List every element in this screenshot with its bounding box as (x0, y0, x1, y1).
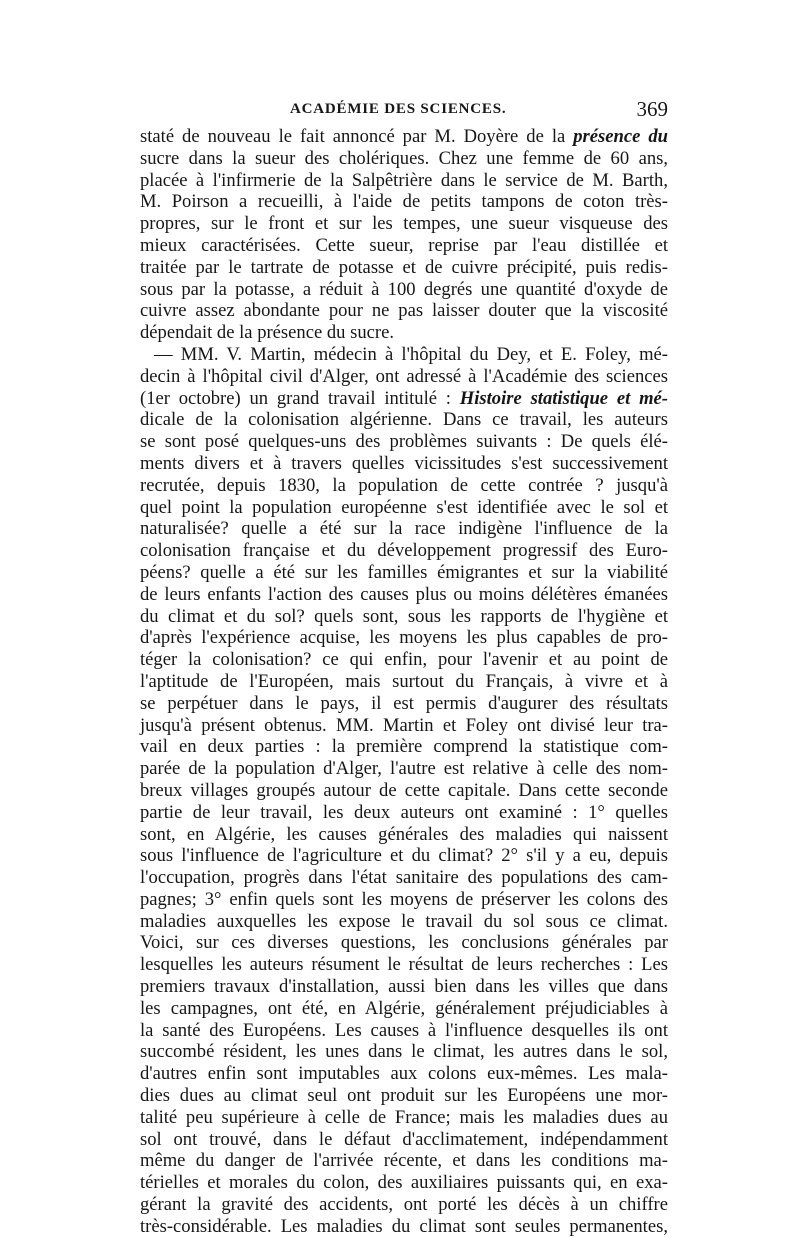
text-line: staté de nouveau le fait annoncé par M. Doyère de la présence du (140, 126, 668, 147)
text-line: l'occupation, progrès dans l'état sanitaire des populations des cam- (140, 867, 668, 889)
text-line: quel point la population européenne s'est identifiée avec le sol et (140, 496, 668, 518)
text-line: M. Poirson a recueilli, à l'aide de petits tampons de coton très- (140, 191, 668, 213)
text-line: premiers travaux d'installation, aussi bien dans les villes que dans (140, 976, 668, 998)
text-line: la santé des Européens. Les causes à l'influence desquelles ils ont (140, 1019, 668, 1041)
text-line: se sont posé quelques-uns des problèmes suivants : De quels élé- (140, 431, 668, 453)
text-line: les campagnes, ont été, en Algérie, généralement préjudiciables à (140, 997, 668, 1019)
text-line: se perpétuer dans le pays, il est permis d'augurer des résultats (140, 692, 668, 714)
text-line: jusqu'à présent obtenus. MM. Martin et Foley ont divisé leur tra- (140, 714, 668, 736)
text-line: naturalisée? quelle a été sur la race indigène l'influence de la (140, 518, 668, 540)
text-line: parée de la population d'Alger, l'autre est relative à celle des nom- (140, 758, 668, 780)
text-line: propres, sur le front et sur les tempes, une sueur visqueuse des (140, 213, 668, 235)
text-line: ments divers et à travers quelles vicissitudes s'est successivement (140, 452, 668, 474)
page-number: 369 (636, 97, 668, 121)
text-line: pagnes; 3° enfin quels sont les moyens de préserver les colons des (140, 888, 668, 910)
text-line: breux villages groupés autour de cette capitale. Dans cette seconde (140, 779, 668, 801)
text-line: succombé résident, les unes dans le climat, les autres dans le sol, (140, 1041, 668, 1063)
text-line: dies dues au climat seul ont produit sur les Européens une mor- (140, 1085, 668, 1107)
text-line: talité peu supérieure à celle de France; mais les maladies dues au (140, 1106, 668, 1128)
text-line: du climat et du sol? quels sont, sous les rapports de l'hygiène et (140, 605, 668, 627)
text-line: l'aptitude de l'Européen, mais surtout du Français, à vivre et à (140, 670, 668, 692)
text-line: gérant la gravité des accidents, ont porté les décès à un chiffre (140, 1194, 668, 1216)
text-line: même du danger de l'arrivée récente, et dans les conditions ma- (140, 1150, 668, 1172)
text-line: cuivre assez abondante pour ne pas laisser douter que la viscosité (140, 300, 668, 322)
body-text (140, 126, 668, 1238)
text-line: sol ont trouvé, dans le défaut d'acclimatement, indépendamment (140, 1128, 668, 1150)
text-line: d'autres enfin sont imputables aux colons eux-mêmes. Les mala- (140, 1063, 668, 1085)
text-line: dépendait de la présence du sucre. (140, 322, 394, 344)
running-head (140, 97, 668, 123)
text-line: Voici, sur ces diverses questions, les conclusions générales par (140, 932, 668, 954)
text-line: d'après l'expérience acquise, les moyens les plus capables de pro- (140, 627, 668, 649)
text-line: sont, en Algérie, les causes générales des maladies qui naissent (140, 823, 668, 845)
text-line: (1er octobre) un grand travail intitulé : Histoire statistique et mé- (140, 387, 668, 409)
text-line: recrutée, depuis 1830, la population de cette contrée ? jusqu'à (140, 474, 668, 496)
text-line: sous l'influence de l'agriculture et du climat? 2° s'il y a eu, depuis (140, 845, 668, 867)
text-line: dicale de la colonisation algérienne. Dans ce travail, les auteurs (140, 409, 668, 431)
running-title: ACADÉMIE DES SCIENCES. (290, 101, 507, 117)
text-line: très-considérable. Les maladies du climat sont seules permanentes, (140, 1215, 668, 1237)
text-line: traitée par le tartrate de potasse et de cuivre précipité, puis redis- (140, 256, 668, 278)
text-line: térielles et morales du colon, des auxiliaires puissants qui, en exa- (140, 1172, 668, 1194)
text-line: mieux caractérisées. Cette sueur, reprise par l'eau distillée et (140, 234, 668, 256)
text-line: decin à l'hôpital civil d'Alger, ont adressé à l'Académie des sciences (140, 365, 668, 387)
text-line: placée à l'infirmerie de la Salpêtrière dans le service de M. Barth, (140, 169, 668, 191)
text-line: téger la colonisation? ce qui enfin, pour l'avenir et au point de (140, 649, 668, 671)
text-line: colonisation française et du développement progressif des Euro- (140, 540, 668, 562)
text-line: — MM. V. Martin, médecin à l'hôpital du Dey, et E. Foley, mé- (154, 343, 668, 365)
text-line: sucre dans la sueur des cholériques. Chez une femme de 60 ans, (140, 147, 668, 169)
text-line: sous par la potasse, a réduit à 100 degrés une quantité d'oxyde de (140, 278, 668, 300)
text-line: partie de leur travail, les deux auteurs ont examiné : 1° quelles (140, 801, 668, 823)
text-line: de leurs enfants l'action des causes plus ou moins délétères émanées (140, 583, 668, 605)
text-line: vail en deux parties : la première comprend la statistique com- (140, 736, 668, 758)
text-line: maladies auxquelles les expose le travail du sol sous ce climat. (140, 910, 668, 932)
text-line: lesquelles les auteurs résument le résultat de leurs recherches : Les (140, 954, 668, 976)
text-line: péens? quelle a été sur les familles émigrantes et sur la viabilité (140, 561, 668, 583)
